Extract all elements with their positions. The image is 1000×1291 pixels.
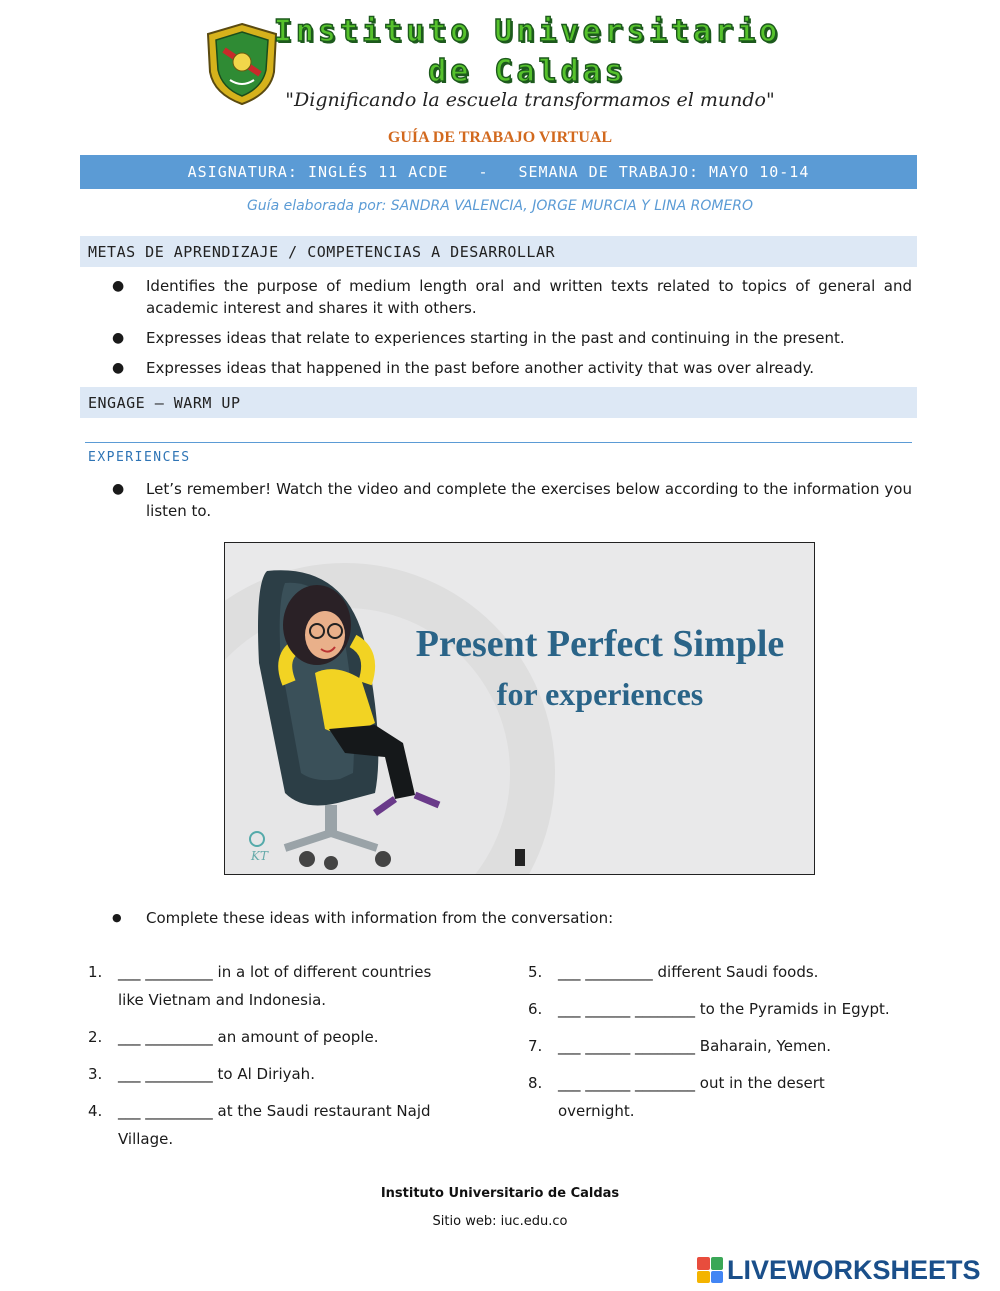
bullet-icon: ● <box>112 278 125 294</box>
engage-heading: ENGAGE – WARM UP <box>80 387 917 418</box>
liveworksheets-logo[interactable] <box>697 1255 997 1285</box>
experiences-subheading: EXPERIENCES <box>88 450 191 465</box>
exercise-list-left <box>88 958 468 1162</box>
exercise-item-8[interactable]: 8. ___ ______ ________ out in the desert overnight. <box>528 1074 825 1120</box>
liveworksheets-icon <box>697 1257 723 1283</box>
list-item: ● Identifies the purpose of medium length oral and written texts related to topics of general and academic interest and shares it with others. <box>112 277 912 317</box>
goals-list <box>112 275 912 387</box>
exercise-item-4[interactable]: 4. ___ _________ at the Saudi restaurant Najd Village. <box>88 1102 431 1148</box>
exercise-item-1[interactable]: 1. ___ _________ in a lot of different countries like Vietnam and Indonesia. <box>88 963 432 1009</box>
exercise-item-3[interactable]: 3. ___ _________ to Al Diriyah. <box>88 1065 315 1083</box>
exercise-item-7[interactable]: 7. ___ ______ ________ Baharain, Yemen. <box>528 1037 832 1055</box>
week-label: SEMANA DE TRABAJO: MAYO 10-14 <box>518 163 810 181</box>
video-watermark: KT <box>251 849 268 863</box>
institution-name-line2: de Caldas <box>428 54 627 89</box>
bullet-icon: ● <box>112 911 122 924</box>
institution-name-line1: Instituto Universitario <box>273 14 782 49</box>
footer-institution: Instituto Universitario de Caldas <box>380 1186 620 1201</box>
video-title-line2: for experiences <box>496 676 704 712</box>
exercise-list-right <box>528 958 918 1134</box>
bullet-icon: ● <box>112 330 125 346</box>
bullet-icon: ● <box>112 360 125 376</box>
guide-title: GUÍA DE TRABAJO VIRTUAL <box>387 129 613 146</box>
bullet-icon: ● <box>112 481 125 497</box>
list-item: ● Expresses ideas that relate to experiences starting in the past and continuing in the present. <box>112 329 845 347</box>
subject-bar <box>80 155 917 189</box>
instruction-list <box>112 478 912 530</box>
footer-website: Sitio web: iuc.edu.co <box>432 1214 568 1229</box>
list-item: ● Let’s remember! Watch the video and complete the exercises below according to the information you listen to. <box>112 480 912 520</box>
list-item: ● Complete these ideas with information from the conversation: <box>112 909 614 927</box>
exercise-item-2[interactable]: 2. ___ _________ an amount of people. <box>88 1028 379 1046</box>
subject-label: ASIGNATURA: INGLÉS 11 ACDE <box>187 163 449 181</box>
subject-separator: - <box>478 163 489 181</box>
video-title-line1: Present Perfect Simple <box>415 623 785 665</box>
institution-motto: "Dignificando la escuela transformamos el mundo" <box>285 89 775 111</box>
goals-heading: METAS DE APRENDIZAJE / COMPETENCIAS A DESARROLLAR <box>80 236 917 267</box>
exercise-item-5[interactable]: 5. ___ _________ different Saudi foods. <box>528 963 819 981</box>
list-item: ● Expresses ideas that happened in the past before another activity that was over already. <box>112 359 814 377</box>
liveworksheets-brand: LIVEWORKSHEETS <box>727 1254 981 1285</box>
complete-instruction-list <box>112 907 912 937</box>
author-line: Guía elaborada por: SANDRA VALENCIA, JORGE MURCIA Y LINA ROMERO <box>246 198 754 214</box>
section-divider <box>85 442 912 443</box>
exercise-item-6[interactable]: 6. ___ ______ ________ to the Pyramids in Egypt. <box>528 1000 890 1018</box>
